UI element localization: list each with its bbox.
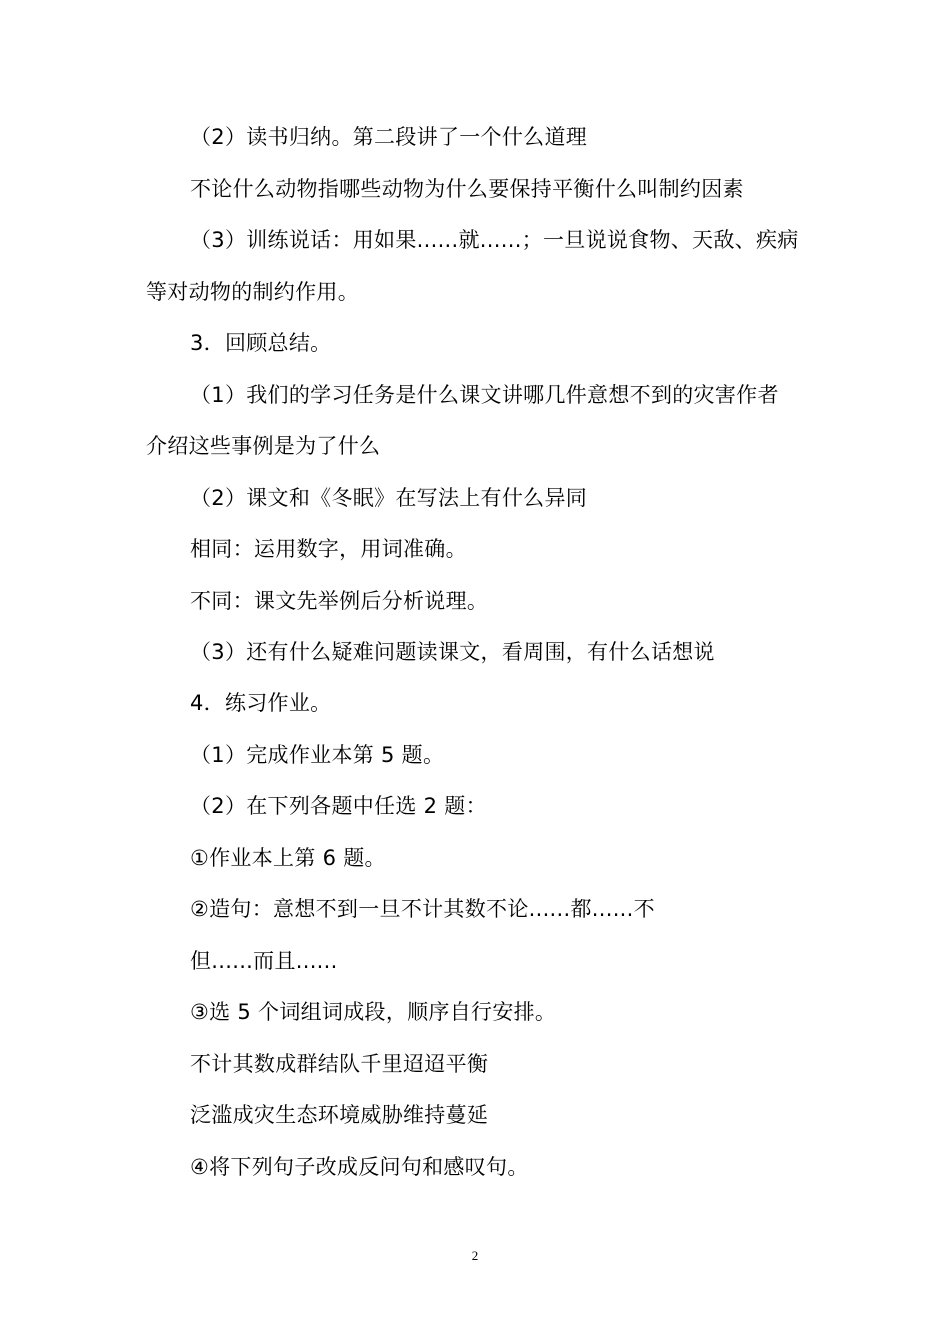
paragraph-line: （1）完成作业本第 5 题。 [190,743,445,767]
paragraph-line: 泛滥成灾生态环境威胁维持蔓延 [190,1103,489,1127]
section-heading: 4．练习作业。 [190,691,332,715]
paragraph-line: ①作业本上第 6 题。 [190,846,386,870]
paragraph-line: 不计其数成群结队千里迢迢平衡 [190,1052,489,1076]
paragraph-line: （2）在下列各题中任选 2 题： [190,794,487,818]
paragraph-line: 不同：课文先举例后分析说理。 [190,589,489,613]
section-heading: 3．回顾总结。 [190,331,332,355]
paragraph-line: 但......而且...... [190,949,338,973]
paragraph-line: 介绍这些事例是为了什么 [146,434,381,458]
paragraph-line: 相同：运用数字，用词准确。 [190,537,467,561]
paragraph-line: （1）我们的学习任务是什么课文讲哪几件意想不到的灾害作者 [190,383,779,407]
paragraph-line: ③选 5 个词组词成段，顺序自行安排。 [190,1000,557,1024]
paragraph-line: （2）课文和《冬眠》在写法上有什么异同 [190,486,588,510]
paragraph-line: 不论什么动物指哪些动物为什么要保持平衡什么叫制约因素 [190,177,744,201]
paragraph-line: （3）还有什么疑难问题读课文，看周围，有什么话想说 [190,640,715,664]
paragraph-line: （3）训练说话：用如果......就......；一旦说说食物、天敌、疾病 [190,228,799,252]
paragraph-line: （2）读书归纳。第二段讲了一个什么道理 [190,125,588,149]
paragraph-line: ②造句：意想不到一旦不计其数不论......都......不 [190,897,655,921]
paragraph-line: ④将下列句子改成反问句和感叹句。 [190,1155,529,1179]
paragraph-line: 等对动物的制约作用。 [146,280,359,304]
page-number: 2 [471,1248,479,1263]
